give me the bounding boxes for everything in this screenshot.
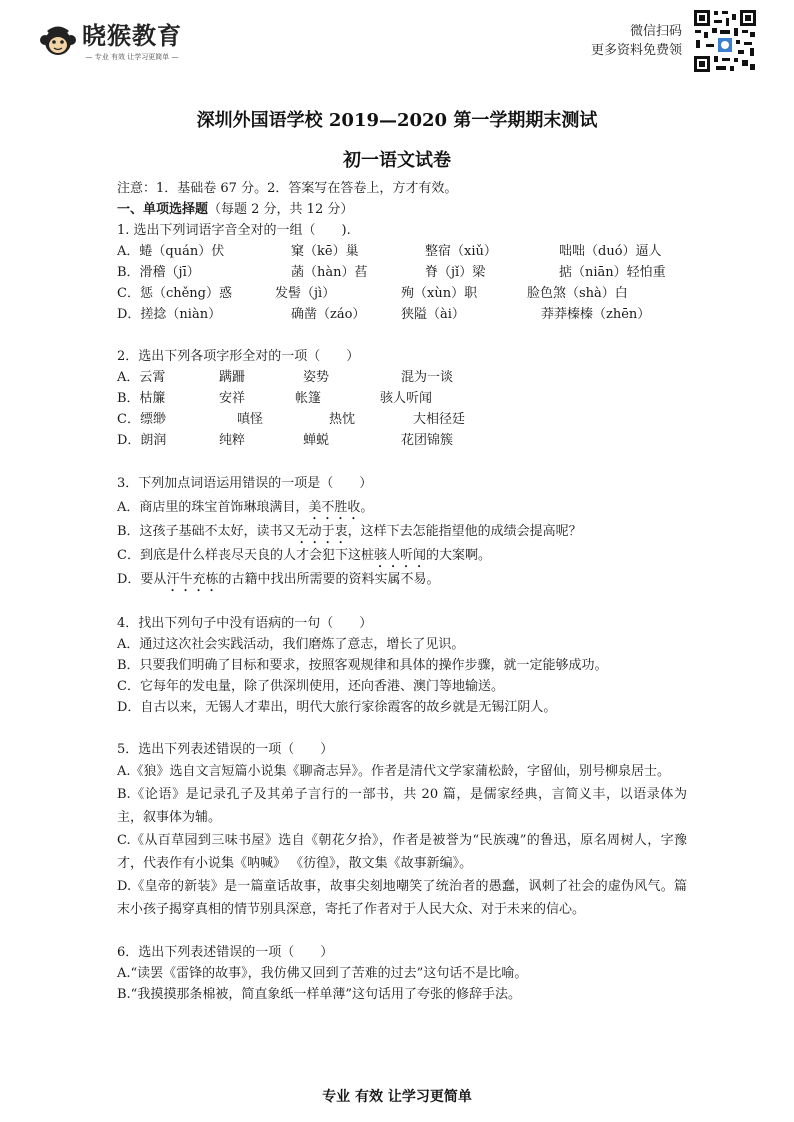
option-d: D.《皇帝的新装》是一篇童话故事，故事尖刻地嘲笑了统治者的愚蠢，讽刺了社会的虚伪风气。篇末小孩子揭穿真相的情节别具深意，寄托了作者对于人民大众、对于未来的信心。 xyxy=(117,879,687,917)
section-title: 一、单项选择题 xyxy=(117,202,209,217)
option-cell: 骇人听闻 xyxy=(380,391,433,406)
option-cell: 发髻（jì） xyxy=(275,286,336,301)
brand-logo xyxy=(38,22,182,62)
section-note: （每题 2 分，共 12 分） xyxy=(208,202,354,217)
option-cell: C．惩（chěng）惑 xyxy=(117,286,232,301)
option-text: A．商店里的珠宝首饰琳琅满目， xyxy=(117,500,309,515)
option-cell: D．朗润 xyxy=(117,433,167,448)
option-c: C.《从百草园到三味书屋》选自《朝花夕拾》，作者是被誉为“民族魂”的鲁迅，原名周树人，字豫才，代表作有小说集《呐喊》 《彷徨》，散文集《故事新编》。 xyxy=(117,833,687,871)
exam-content xyxy=(117,178,687,1005)
qr-code-image[interactable] xyxy=(692,8,758,74)
option-cell: 脊（jǐ）梁 xyxy=(425,265,486,280)
option-cell: 蝉蜕 xyxy=(303,433,330,448)
option-cell: 窠（kē）巢 xyxy=(291,244,359,259)
option-b: B.“我摸摸那条棉被，简直象纸一样单薄”这句话用了夸张的修辞手法。 xyxy=(117,987,521,1002)
page-footer: 专业 有效 让学习更简单 xyxy=(322,1089,472,1105)
dotted-word: 骇人听闻 xyxy=(373,548,426,563)
exam-title: 深圳外国语学校 2019—2020 第一学期期末测试 xyxy=(196,110,598,131)
option-cell: 大相径廷 xyxy=(413,412,466,427)
option-cell: 蹒跚 xyxy=(219,370,246,385)
option-row xyxy=(117,409,687,430)
question-5 xyxy=(117,739,687,921)
option-text: 的大案啊。 xyxy=(425,548,491,563)
question-stem: 3．下列加点词语运用错误的一项是（ ） xyxy=(117,476,373,491)
option-text: C．到底是什么样丧尽天良的人才会犯下这桩 xyxy=(117,548,374,563)
page-header xyxy=(0,0,794,82)
logo-text: 晓猴教育 xyxy=(82,22,182,50)
option-cell: 整宿（xiǔ） xyxy=(425,244,497,259)
option-cell: B．滑稽（jī） xyxy=(117,265,200,280)
monkey-logo-icon xyxy=(38,22,78,62)
option-b: B．只要我们明确了目标和要求，按照客观规律和具体的操作步骤，就一定能够成功。 xyxy=(117,658,608,673)
exam-subtitle: 初一语文试卷 xyxy=(343,150,451,171)
question-stem: 4．找出下列句子中没有语病的一句（ ） xyxy=(117,616,373,631)
qr-caption xyxy=(591,22,682,60)
option-cell: 掂（niān）轻怕重 xyxy=(559,265,666,280)
option-cell: 姿势 xyxy=(303,370,330,385)
option-cell: 纯粹 xyxy=(219,433,246,448)
option-cell: D．搓捻（niàn） xyxy=(117,307,222,322)
option-d: D．自古以来，无锡人才辈出，明代大旅行家徐霞客的故乡就是无锡江阴人。 xyxy=(117,700,557,715)
option-c xyxy=(117,544,687,568)
option-row xyxy=(117,283,687,304)
option-a xyxy=(117,496,687,520)
dotted-word: 汗牛充栋 xyxy=(166,572,219,587)
question-2 xyxy=(117,346,687,451)
option-row xyxy=(117,304,687,325)
option-text: ，这样下去怎能指望他的成绩会提高呢？ xyxy=(347,524,582,539)
question-6 xyxy=(117,942,687,1005)
option-b xyxy=(117,520,687,544)
question-4 xyxy=(117,613,687,718)
question-1 xyxy=(117,220,687,325)
option-cell: 咄咄（duó）逼人 xyxy=(559,244,662,259)
option-row xyxy=(117,367,687,388)
option-text: D．要从 xyxy=(117,572,167,587)
option-cell: 嗔怪 xyxy=(237,412,264,427)
option-cell: B．枯簾 xyxy=(117,391,166,406)
option-row xyxy=(117,241,687,262)
option-cell: 热忱 xyxy=(329,412,356,427)
qr-caption-line1: 微信扫码 xyxy=(629,24,682,39)
option-cell: C．缥缈 xyxy=(117,412,166,427)
section-heading xyxy=(117,199,687,220)
option-cell: 花团锦簇 xyxy=(401,433,454,448)
question-stem: 5．选出下列表述错误的一项（ ） xyxy=(117,742,334,757)
question-stem: 1. 选出下列词语字音全对的一组（ ). xyxy=(117,223,351,238)
option-cell: 狭隘（ài） xyxy=(401,307,465,322)
option-cell: 脸色煞（shà）白 xyxy=(527,286,628,301)
dotted-word: 美不胜收 xyxy=(308,500,361,515)
question-stem: 6．选出下列表述错误的一项（ ） xyxy=(117,945,334,960)
option-cell: 混为一谈 xyxy=(401,370,454,385)
logo-slogan: — 专业 有效 让学习更简单 — xyxy=(85,53,179,61)
option-a: A.“读罢《雷锋的故事》，我仿佛又回到了苦难的过去”这句话不是比喻。 xyxy=(117,966,528,981)
option-d xyxy=(117,568,687,592)
option-b: B.《论语》是记录孔子及其弟子言行的一部书，共 20 篇，是儒家经典，言简义丰，以语录体为主，叙事体为辅。 xyxy=(117,787,687,825)
question-stem: 2．选出下列各项字形全对的一项（ ） xyxy=(117,349,360,364)
option-cell: A．云霄 xyxy=(117,370,166,385)
notice-text: 注意：1．基础卷 67 分。2．答案写在答卷上，方才有效。 xyxy=(117,181,458,196)
option-text: 。 xyxy=(360,500,374,515)
option-cell: 安祥 xyxy=(219,391,246,406)
option-a: A．通过这次社会实践活动，我们磨炼了意志，增长了见识。 xyxy=(117,637,465,652)
option-row xyxy=(117,262,687,283)
option-text: 的古籍中找出所需要的资料实属不易。 xyxy=(218,572,440,587)
option-cell: 殉（xùn）职 xyxy=(401,286,478,301)
question-3 xyxy=(117,472,687,592)
option-row xyxy=(117,430,687,451)
option-cell: 确凿（záo） xyxy=(291,307,366,322)
option-cell: 帐篷 xyxy=(295,391,322,406)
option-row xyxy=(117,388,687,409)
dotted-word: 无动于衷 xyxy=(295,524,348,539)
option-cell: A．蜷（quán）伏 xyxy=(117,244,225,259)
qr-caption-line2: 更多资料免费领 xyxy=(590,43,682,58)
option-cell: 菡（hàn）萏 xyxy=(291,265,368,280)
option-a: A.《狼》选自文言短篇小说集《聊斋志异》。作者是清代文学家蒲松龄，字留仙，别号柳泉居士。 xyxy=(117,764,671,779)
option-c: C．它每年的发电量，除了供深圳使用，还向香港、澳门等地输送。 xyxy=(117,679,504,694)
option-cell: 莽莽榛榛（zhēn） xyxy=(541,307,651,322)
option-text: B．这孩子基础不太好，读书又 xyxy=(117,524,296,539)
